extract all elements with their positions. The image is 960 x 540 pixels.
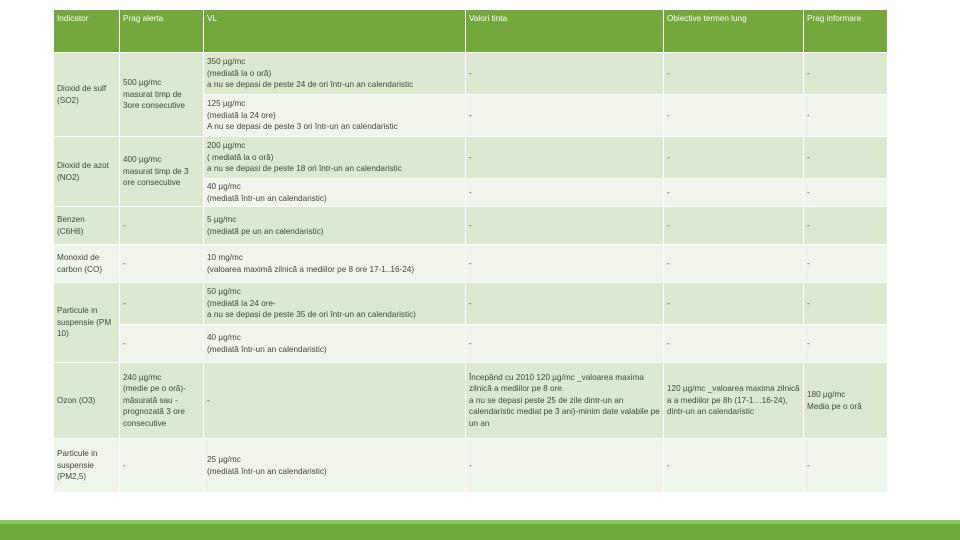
cell-valori-tinta: - xyxy=(466,325,664,363)
cell-obiective: - xyxy=(664,283,804,325)
header-obiective-termen-lung: Obiective termen lung xyxy=(664,10,804,53)
table-row xyxy=(54,53,888,95)
cell-prag-alerta-o3: 240 µg/mc (medie pe o oră)- măsurată sau - prognozată 3 ore consecutive xyxy=(120,363,204,439)
cell-prag-alerta: - xyxy=(120,325,204,363)
cell-obiective: - xyxy=(664,207,804,245)
cell-prag-informare: - xyxy=(804,137,888,179)
cell-obiective: - xyxy=(664,245,804,283)
cell-vl: 50 µg/mc (mediată la 24 ore- a nu se depasi de peste 35 de ori într-un an calendaristic) xyxy=(204,283,466,325)
cell-vl: 40 µg/mc (mediată într-un an calendaristic) xyxy=(204,325,466,363)
cell-vl: 40 µg/mc (mediată într-un an calendaristic) xyxy=(204,179,466,207)
cell-prag-informare: - xyxy=(804,283,888,325)
cell-valori-tinta: - xyxy=(466,95,664,137)
cell-prag-informare: - xyxy=(804,53,888,95)
header-prag-informare: Prag informare xyxy=(804,10,888,53)
cell-valori-tinta: - xyxy=(466,207,664,245)
cell-prag-alerta: - xyxy=(120,207,204,245)
cell-indicator-no2: Dioxid de azot (NO2) xyxy=(54,137,120,207)
cell-vl: 5 µg/mc (mediată pe un an calendaristic) xyxy=(204,207,466,245)
cell-valori-tinta: - xyxy=(466,439,664,493)
table-row xyxy=(54,245,888,283)
table-row xyxy=(54,137,888,179)
cell-valori-tinta: - xyxy=(466,283,664,325)
cell-vl: 25 µg/mc (mediată într-un an calendaristic) xyxy=(204,439,466,493)
cell-prag-informare: - xyxy=(804,439,888,493)
cell-obiective: - xyxy=(664,137,804,179)
table-header-row xyxy=(54,10,888,53)
cell-obiective: - xyxy=(664,439,804,493)
cell-prag-informare: - xyxy=(804,325,888,363)
table-row xyxy=(54,207,888,245)
cell-prag-alerta: - xyxy=(120,283,204,325)
cell-vl: 125 µg/mc (mediată la 24 ore) A nu se depasi de peste 3 ori într-un an calendaristic xyxy=(204,95,466,137)
air-quality-table xyxy=(53,9,888,493)
cell-obiective: - xyxy=(664,179,804,207)
cell-indicator-so2: Dioxid de sulf (SO2) xyxy=(54,53,120,137)
cell-valori-tinta-o3: Începând cu 2010 120 µg/mc _valoarea maxima zilnică a mediilor pe 8 ore. a nu se depasi peste 25 de zile dintr-un an calendaristic mediat pe 3 ani)-minim date valabile pe un an xyxy=(466,363,664,439)
cell-indicator-o3: Ozon (O3) xyxy=(54,363,120,439)
cell-prag-informare: - xyxy=(804,95,888,137)
cell-indicator-co: Monoxid de carbon (CO) xyxy=(54,245,120,283)
table-row xyxy=(54,439,888,493)
cell-valori-tinta: - xyxy=(466,245,664,283)
cell-prag-informare-o3: 180 µg/mc Media pe o oră xyxy=(804,363,888,439)
cell-prag-alerta-so2: 500 µg/mc masurat timp de 3ore consecutive xyxy=(120,53,204,137)
cell-vl: 10 mg/mc (valoarea maximă zilnică a mediilor pe 8 ore 17-1..16-24) xyxy=(204,245,466,283)
cell-indicator-pm25: Particule in suspensie (PM2,5) xyxy=(54,439,120,493)
cell-valori-tinta: - xyxy=(466,179,664,207)
cell-prag-alerta-no2: 400 µg/mc masurat timp de 3 ore consecutive xyxy=(120,137,204,207)
cell-prag-alerta: - xyxy=(120,439,204,493)
header-indicator: Indicator xyxy=(54,10,120,53)
cell-prag-alerta: - xyxy=(120,245,204,283)
cell-valori-tinta: - xyxy=(466,53,664,95)
bottom-accent-bar xyxy=(0,524,960,540)
cell-obiective: - xyxy=(664,325,804,363)
cell-prag-informare: - xyxy=(804,179,888,207)
header-valori-tinta: Valori tinta xyxy=(466,10,664,53)
header-prag-alerta: Prag alerta xyxy=(120,10,204,53)
cell-prag-informare: - xyxy=(804,207,888,245)
cell-prag-informare: - xyxy=(804,245,888,283)
cell-vl: 200 µg/mc ( mediată la o oră) a nu se depasi de peste 18 ori într-un an calendaristic xyxy=(204,137,466,179)
cell-obiective: - xyxy=(664,53,804,95)
table-row xyxy=(54,283,888,325)
cell-obiective-o3: 120 µg/mc _valoarea maxima zilnică a a mediilor pe 8h (17-1…16-24), dintr-un an calendaristic xyxy=(664,363,804,439)
cell-obiective: - xyxy=(664,95,804,137)
table-row xyxy=(54,363,888,439)
cell-vl: 350 µg/mc (mediată la o oră) a nu se depasi de peste 24 de ori într-un an calendaristic xyxy=(204,53,466,95)
table-row xyxy=(54,325,888,363)
cell-valori-tinta: - xyxy=(466,137,664,179)
cell-indicator-pm10: Particule in suspensie (PM 10) xyxy=(54,283,120,363)
cell-vl: - xyxy=(204,363,466,439)
cell-indicator-benzen: Benzen (C6H6) xyxy=(54,207,120,245)
header-vl: VL xyxy=(204,10,466,53)
